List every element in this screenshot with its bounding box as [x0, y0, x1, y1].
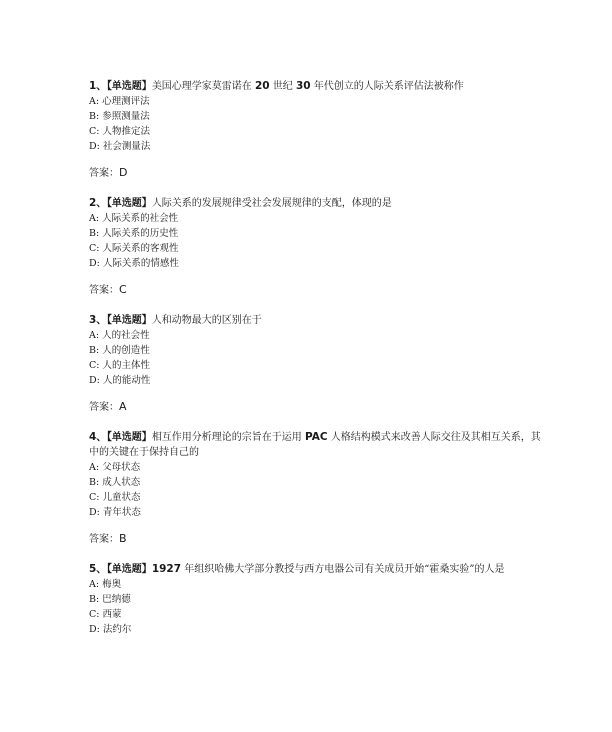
question-number: 5、 [89, 563, 107, 575]
stem-text: 年代创立的人际关系评估法被称作 [310, 81, 464, 92]
exam-document [89, 79, 549, 637]
stem-number: 30 [295, 80, 311, 92]
answer-line [89, 282, 549, 298]
option-c: C: 人际关系的客观性 [89, 243, 179, 254]
option-b: B: 人际关系的历史性 [89, 228, 179, 239]
question-3 [89, 313, 549, 415]
answer-label: 答案： [89, 285, 119, 296]
option-b: B: 成人状态 [89, 477, 141, 488]
option-a: A: 人际关系的社会性 [89, 213, 179, 224]
stem-text: 人和动物最大的区别在于 [151, 315, 262, 326]
answer-label: 答案： [89, 402, 119, 413]
answer-line [89, 165, 549, 181]
option-c: C: 儿童状态 [89, 492, 141, 503]
answer-value: B [119, 532, 127, 545]
answer-label: 答案： [89, 168, 119, 179]
answer-label: 答案： [89, 534, 119, 545]
question-type: 【单选题】 [106, 81, 152, 92]
stem-text: 年组织哈佛大学部分教授与西方电器公司有关成员开始“霍桑实验”的人是 [181, 564, 505, 575]
option-b: B: 参照测量法 [89, 111, 150, 122]
question-type: 【单选题】 [106, 564, 152, 575]
option-a: A: 父母状态 [89, 462, 141, 473]
question-type: 【单选题】 [106, 432, 152, 443]
option-c: C: 西蒙 [89, 609, 122, 620]
stem-text: 相互作用分析理论的宗旨在于运用 [151, 432, 305, 443]
option-d: D: 人际关系的情感性 [89, 258, 179, 269]
stem-year: 1927 [151, 563, 182, 575]
option-a: A: 梅奥 [89, 579, 122, 590]
question-2 [89, 196, 549, 298]
answer-line [89, 399, 549, 415]
option-d: D: 青年状态 [89, 507, 141, 518]
stem-number: 20 [255, 80, 270, 92]
question-1-stem [89, 79, 549, 94]
question-4-stem [89, 430, 549, 460]
option-b: B: 人的创造性 [89, 345, 150, 356]
stem-acronym: PAC [305, 431, 328, 443]
stem-text: 人际关系的发展规律受社会发展规律的支配，体现的是 [151, 198, 392, 209]
option-a: A: 心理测评法 [89, 96, 150, 107]
stem-text: 人格结构模式来改善人际交往及其相互关系，其中的关键在于保持自己的 [89, 432, 541, 458]
question-5-stem [89, 562, 549, 577]
option-c: C: 人物推定法 [89, 126, 150, 137]
option-d: D: 法约尔 [89, 624, 132, 635]
question-number: 3、 [89, 314, 107, 326]
option-b: B: 巴纳德 [89, 594, 131, 605]
question-5 [89, 562, 549, 637]
option-c: C: 人的主体性 [89, 360, 150, 371]
question-number: 2、 [89, 197, 107, 209]
option-a: A: 人的社会性 [89, 330, 150, 341]
answer-value: A [119, 400, 127, 413]
stem-text: 世纪 [269, 81, 296, 92]
answer-value: C [119, 283, 127, 296]
answer-line [89, 531, 549, 547]
question-2-stem [89, 196, 549, 211]
question-number: 1、 [89, 80, 107, 92]
question-type: 【单选题】 [106, 315, 152, 326]
answer-value: D [119, 166, 128, 179]
question-4 [89, 430, 549, 547]
question-type: 【单选题】 [106, 198, 152, 209]
option-d: D: 社会测量法 [89, 141, 151, 152]
question-1 [89, 79, 549, 181]
question-number: 4、 [89, 431, 107, 443]
stem-text: 美国心理学家莫雷诺在 [151, 81, 255, 92]
option-d: D: 人的能动性 [89, 375, 151, 386]
question-3-stem [89, 313, 549, 328]
